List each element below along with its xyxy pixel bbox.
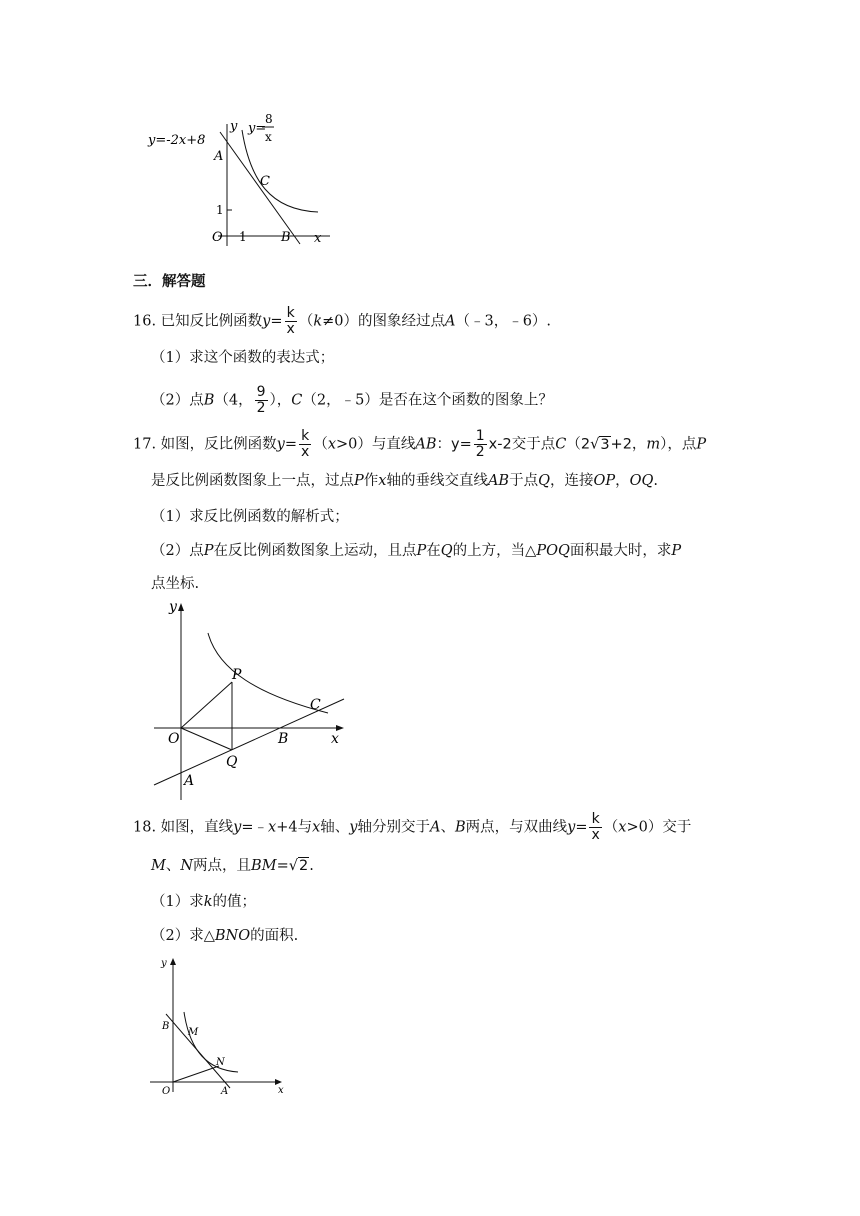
hyperbola-curve [184,1012,238,1072]
point-b-label: B [281,230,291,245]
q18-part-1: （1）求k的值； [151,894,257,910]
line-equation-label: y=-2x+8 [148,133,206,148]
question-17-stem: 17. 如图，反比例函数y= $\frac{k}{x}$ （x>0）与直线AB：y= $\frac{1}{2}$ x-2交于点C（2√3+2，m），点P [133,428,707,460]
q16-text: 已知反比例函数 [160,313,263,330]
point-b-label: B [278,731,289,747]
q18-fraction: $\frac{k}{x}$ [591,811,600,843]
figure-q18 [148,952,298,1102]
hyperbola-curve [242,130,318,212]
segment-op [181,682,232,728]
x-axis-label: x [314,231,322,246]
point-q-label: Q [226,754,238,770]
q16-part-2: （2）点B（4， $\frac{9}{2}$ ），C（2，﹣5）是否在这个函数的图象上？ [151,384,553,416]
y-axis-label: y [161,958,167,969]
point-c-label: C [310,697,321,713]
figure-q15 [140,110,340,250]
q18-part-2: （2）求△BNO的面积. [151,928,299,944]
q17-part-2-cont: 点坐标. [151,576,200,592]
point-c-label: C [260,174,270,189]
q18-stem-line-2: M、N两点，且BM=√2. [151,858,314,874]
y-axis-label: y [169,599,177,615]
q16-part2-fraction: $\frac{9}{2}$ [256,384,266,416]
curve-equation-prefix: y= [248,121,267,136]
point-m-label: M [188,1027,199,1038]
y-axis-arrow [170,958,176,965]
point-p-label: P [232,667,242,683]
tick-x1-label: 1 [239,230,247,244]
q16-number: 16. [133,313,157,330]
q17-part-2: （2）点P在反比例函数图象上运动，且点P在Q的上方，当△POQ面积最大时，求P [151,543,682,559]
y-axis-label: y [230,119,238,134]
q17-fraction: $\frac{k}{x}$ [301,428,310,460]
q17-part-1: （1）求反比例函数的解析式； [151,509,349,525]
q16-yeq: y= [262,313,283,330]
section-title: 三．解答题 [133,274,206,290]
q17-line-fraction: $\frac{1}{2}$ [475,428,485,460]
origin-label: O [212,230,223,245]
y-axis-arrow [178,603,184,611]
q17-number: 17. [133,436,157,453]
curve-equation-den: x [265,130,272,144]
segment-on [173,1066,219,1082]
point-b-label: B [162,1021,170,1032]
q16-part-1: （1）求这个函数的表达式； [151,350,335,366]
point-a-label: A [221,1086,229,1097]
segment-oq [181,728,232,750]
figure-q17 [148,595,358,805]
q17-stem-line-2: 是反比例函数图象上一点，过点P作x轴的垂线交直线AB于点Q，连接OP，OQ. [151,473,659,489]
point-a-label: A [214,149,224,164]
x-axis-label: x [278,1085,284,1096]
question-18-stem: 18. 如图，直线y=﹣x+4与x轴、y轴分别交于A、B两点，与双曲线y= $\frac{k}{x}$ （x>0）交于 [133,811,692,843]
origin-label: O [162,1086,171,1097]
x-axis-label: x [331,731,339,747]
q16-fraction: $\frac{k}{x}$ [286,305,295,337]
point-a-label: A [184,773,195,789]
tick-y1-label: 1 [216,203,224,217]
q18-number: 18. [133,819,157,836]
curve-equation-num: 8 [265,112,273,126]
point-n-label: N [216,1057,225,1068]
origin-label: O [168,731,180,747]
question-16-stem: 16. 已知反比例函数y= $\frac{k}{x}$ （k≠0）的图象经过点A（﹣3，﹣6）. [133,305,552,337]
